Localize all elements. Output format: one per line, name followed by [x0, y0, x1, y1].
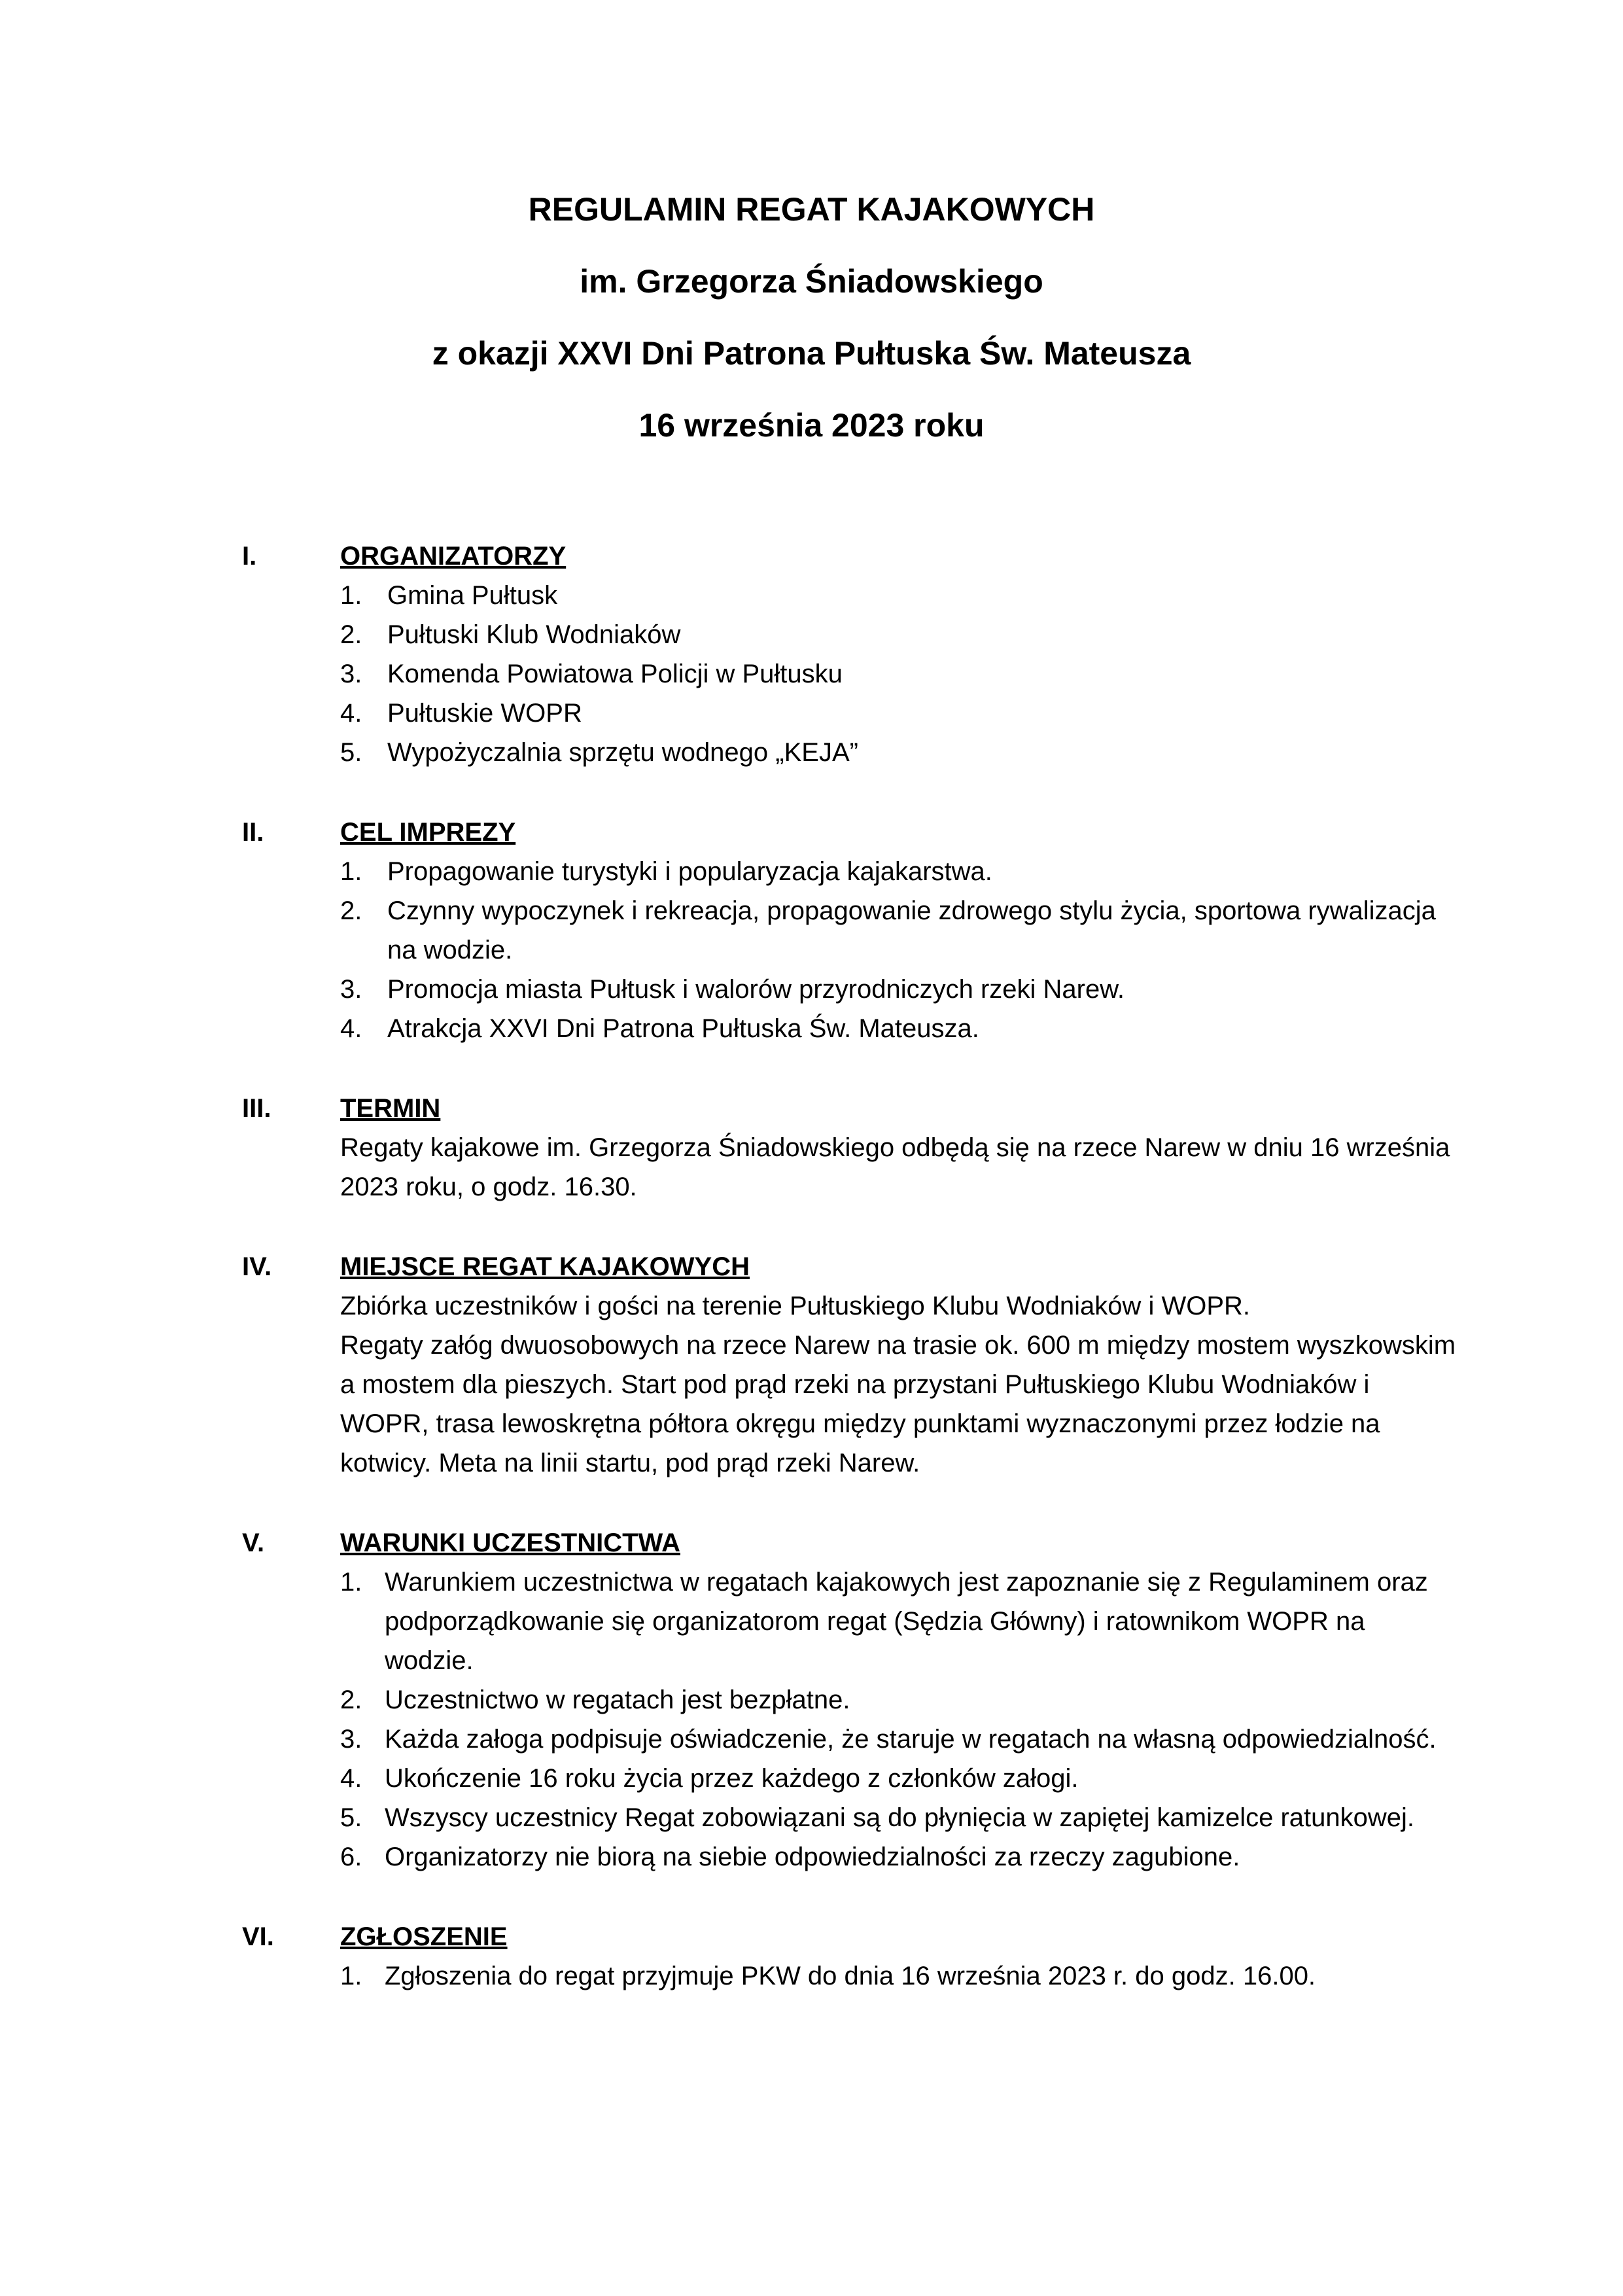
list-item-text: Organizatorzy nie biorą na siebie odpowiedzialności za rzeczy zagubione. — [385, 1843, 1240, 1871]
list-item-text: Pułtuskie WOPR — [387, 699, 582, 728]
list-item — [340, 694, 1459, 733]
list-item-text: Warunkiem uczestnictwa w regatach kajakowych jest zapoznanie się z Regulaminem oraz podporządkowanie się organizatorom regat (Sędzia Główny) i ratownikom WOPR na wodzie. — [385, 1568, 1428, 1675]
list-item-text: Wypożyczalnia sprzętu wodnego „KEJA” — [387, 738, 858, 767]
section-numeral: III. — [242, 1094, 271, 1123]
section-numeral: II. — [242, 818, 264, 847]
list-item-text: Promocja miasta Pułtusk i walorów przyrodniczych rzeki Narew. — [387, 975, 1125, 1004]
list-item-number: 1. — [340, 857, 362, 886]
list-item-text: Komenda Powiatowa Policji w Pułtusku — [387, 660, 843, 688]
section-paragraph: Zbiórka uczestników i gości na terenie Pułtuskiego Klubu Wodniaków i WOPR. — [340, 1292, 1251, 1320]
list-item-text: Czynny wypoczynek i rekreacja, propagowanie zdrowego stylu życia, sportowa rywalizacja na wodzie. — [387, 896, 1436, 964]
list-item-number: 4. — [340, 1764, 362, 1793]
document-body — [242, 537, 1459, 2036]
section-organizatorzy — [242, 537, 1459, 772]
section-heading: MIEJSCE REGAT KAJAKOWYCH — [340, 1252, 750, 1281]
list-item-number: 5. — [340, 1803, 362, 1832]
list-item-number: 1. — [340, 1962, 362, 1990]
section-warunki-uczestnictwa — [242, 1523, 1459, 1877]
list-item — [340, 1798, 1459, 1837]
list-item-number: 3. — [340, 975, 362, 1004]
section-list — [340, 576, 1459, 772]
list-item-text: Pułtuski Klub Wodniaków — [387, 620, 681, 649]
section-heading: WARUNKI UCZESTNICTWA — [340, 1528, 680, 1557]
list-item — [340, 1680, 1459, 1720]
section-heading: ORGANIZATORZY — [340, 542, 567, 571]
list-item-text: Uczestnictwo w regatach jest bezpłatne. — [385, 1686, 850, 1714]
list-item — [340, 615, 1459, 654]
list-item — [340, 852, 1459, 891]
list-item-number: 3. — [340, 1725, 362, 1754]
list-item-text: Każda załoga podpisuje oświadczenie, że staruje w regatach na własną odpowiedzialność. — [385, 1725, 1437, 1754]
list-item-text: Atrakcja XXVI Dni Patrona Pułtuska Św. Mateusza. — [387, 1014, 979, 1043]
list-item-text: Propagowanie turystyki i popularyzacja kajakarstwa. — [387, 857, 992, 886]
title-line-4: 16 września 2023 roku — [638, 407, 985, 444]
list-item-number: 4. — [340, 699, 362, 728]
list-item-number: 5. — [340, 738, 362, 767]
section-termin — [242, 1089, 1459, 1207]
section-zgloszenie — [242, 1917, 1459, 1996]
list-item-number: 2. — [340, 1686, 362, 1714]
section-heading: CEL IMPREZY — [340, 818, 516, 847]
list-item — [340, 733, 1459, 772]
section-numeral: I. — [242, 542, 257, 571]
list-item — [340, 654, 1459, 694]
section-heading: ZGŁOSZENIE — [340, 1922, 508, 1951]
list-item-number: 6. — [340, 1843, 362, 1871]
list-item — [340, 1956, 1459, 1996]
section-heading: TERMIN — [340, 1094, 441, 1123]
section-list — [340, 1563, 1459, 1877]
title-line-2: im. Grzegorza Śniadowskiego — [580, 263, 1043, 300]
list-item — [340, 1563, 1459, 1680]
list-item — [340, 1759, 1459, 1798]
section-miejsce-regat — [242, 1247, 1459, 1483]
section-paragraph: Regaty załóg dwuosobowych na rzece Narew na trasie ok. 600 m między mostem wyszkowskim a mostem dla pieszych. Start pod prąd rzeki na przystani Pułtuskiego Klubu Wodniaków i WOPR, trasa lewoskrętna półtora okręgu między punktami wyznaczonymi przez łodzie na kotwicy. Meta na linii startu, pod prąd rzeki Narew. — [340, 1331, 1456, 1477]
list-item — [340, 1720, 1459, 1759]
section-cel-imprezy — [242, 813, 1459, 1048]
list-item-text: Gmina Pułtusk — [387, 581, 558, 610]
list-item-text: Ukończenie 16 roku życia przez każdego z członków załogi. — [385, 1764, 1079, 1793]
list-item-number: 2. — [340, 896, 362, 925]
list-item-text: Zgłoszenia do regat przyjmuje PKW do dnia 16 września 2023 r. do godz. 16.00. — [385, 1962, 1316, 1990]
list-item-number: 3. — [340, 660, 362, 688]
list-item-number: 1. — [340, 581, 362, 610]
list-item — [340, 576, 1459, 615]
list-item-number: 2. — [340, 620, 362, 649]
section-list — [340, 1956, 1459, 1996]
list-item — [340, 1009, 1459, 1048]
section-paragraph: Regaty kajakowe im. Grzegorza Śniadowskiego odbędą się na rzece Narew w dniu 16 września 2023 roku, o godz. 16.30. — [340, 1133, 1450, 1201]
section-list — [340, 852, 1459, 1048]
section-numeral: V. — [242, 1528, 265, 1557]
list-item-number: 1. — [340, 1568, 362, 1597]
title-line-1: REGULAMIN REGAT KAJAKOWYCH — [528, 191, 1095, 228]
list-item-number: 4. — [340, 1014, 362, 1043]
title-line-3: z okazji XXVI Dni Patrona Pułtuska Św. Mateusza — [432, 335, 1191, 372]
section-numeral: VI. — [242, 1922, 274, 1951]
list-item — [340, 970, 1459, 1009]
section-numeral: IV. — [242, 1252, 272, 1281]
list-item-text: Wszyscy uczestnicy Regat zobowiązani są do płynięcia w zapiętej kamizelce ratunkowej. — [385, 1803, 1415, 1832]
list-item — [340, 891, 1459, 970]
list-item — [340, 1837, 1459, 1877]
document-title — [0, 190, 1623, 478]
